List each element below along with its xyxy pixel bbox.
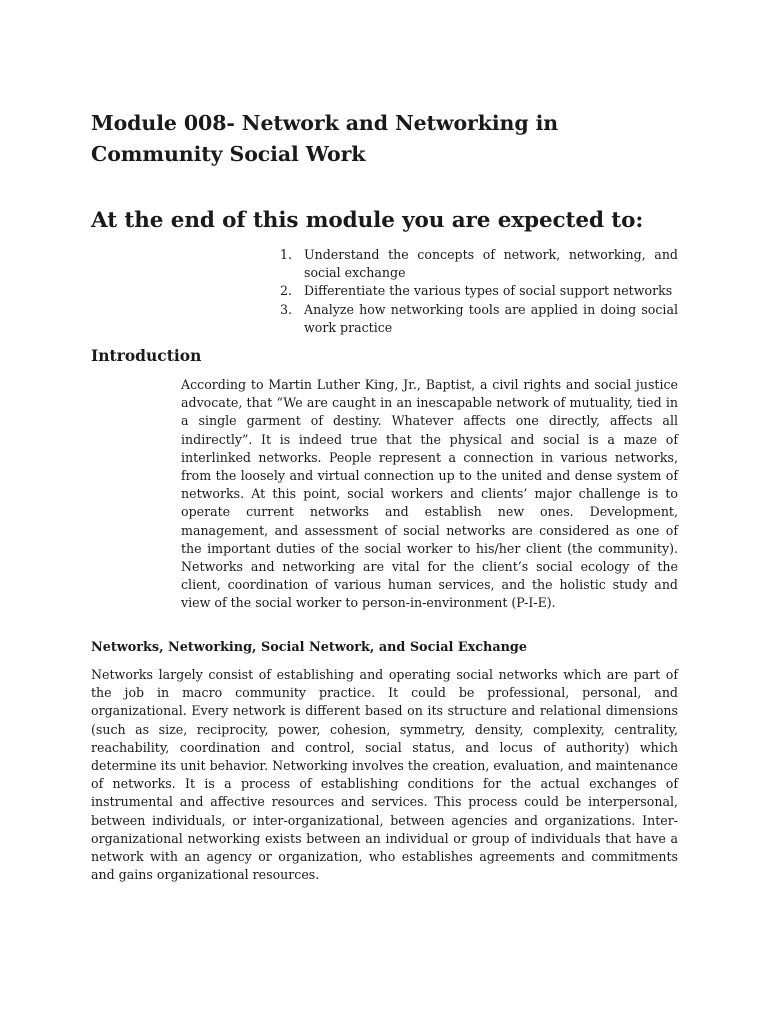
- objective-item: [280, 282, 678, 300]
- objective-number: 1.: [280, 247, 293, 262]
- module-title: Module 008- Network and Networking in Community Social Work: [91, 111, 559, 166]
- section-heading: Networks, Networking, Social Network, and Social Exchange: [91, 640, 528, 655]
- objective-text: Understand the concepts of network, networking, and social exchange: [304, 247, 678, 281]
- objective-text: Analyze how networking tools are applied in doing social work practice: [304, 301, 678, 335]
- introduction-heading: Introduction: [91, 346, 202, 365]
- objective-item: [280, 246, 678, 282]
- objective-number: 2.: [280, 283, 293, 299]
- introduction-paragraph: According to Martin Luther King, Jr., Baptist, a civil rights and social justice advocate, that “We are caught in an inescapable network of mutuality, tied in a single garment of destiny. Whatever affects one directly, affects all indirectly”. It is indeed true that the physical and social is a maze of interlinked networks. People represent a connection in various networks, from the loosely and virtual connection up to the united and dense system of networks. At this point, social workers and clients’ major challenge is to operate current networks and establish new ones. Development, management, and assessment of social networks are considered as one of the important duties of the social worker to his/her client (the community). Networks and networking are vital for the client’s social ecology of the client, coordination of various human services, and the holistic study and view of the social worker to person-in-environment (P-I-E).: [181, 377, 678, 611]
- objective-number: 3.: [280, 301, 293, 317]
- objective-text: Differentiate the various types of social support networks: [304, 283, 673, 299]
- objectives-list: [280, 246, 678, 337]
- objectives-heading: At the end of this module you are expected to:: [91, 208, 644, 233]
- section-paragraph: Networks largely consist of establishing and operating social networks which are part of the job in macro community practice. It could be professional, personal, and organizational. Every network is different based on its structure and relational dimensions (such as size, reciprocity, power, cohesion, symmetry, density, complexity, centrality, reachability, coordination and control, social status, and locus of authority) which determine its unit behavior. Networking involves the creation, evaluation, and maintenance of networks. It is a process of establishing conditions for the actual exchanges of instrumental and affective resources and services. This process could be interpersonal, between individuals, or inter-organizational, between agencies and organizations. Inter-organizational networking exists between an individual or group of individuals that have a network with an agency or organization, who establishes agreements and commitments and gains organizational resources.: [91, 667, 678, 883]
- objective-item: [280, 301, 678, 337]
